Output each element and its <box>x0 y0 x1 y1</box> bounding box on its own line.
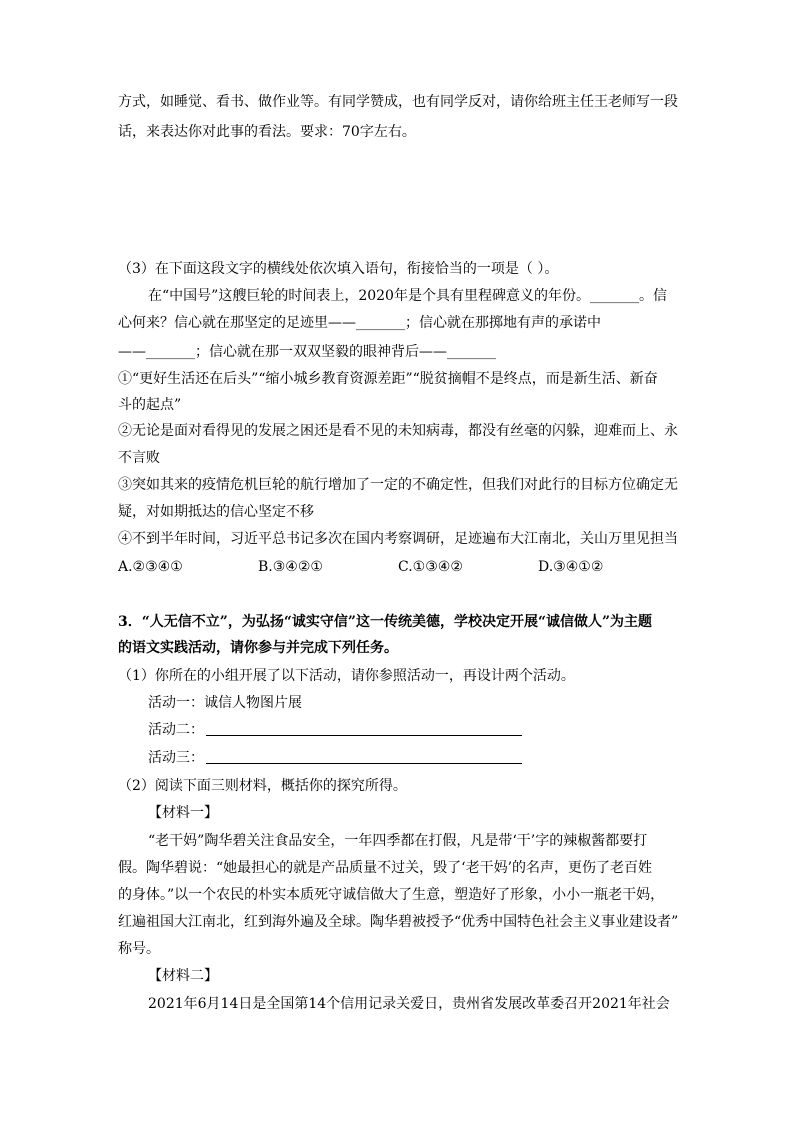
activity-3-blank[interactable] <box>206 749 522 764</box>
option-c: C.①③④② <box>398 559 463 575</box>
sub-question-2: （2）阅读下面三则材料，概括你的探究所得。 <box>118 778 407 794</box>
q3-para-line: ——_______；信心就在那一双双坚毅的眼神背后——_______ <box>118 344 496 360</box>
material-1-line: 红遍祖国大江南北，红到海外遍及全球。陶华碧被授予“优秀中国特色社会主义事业建设者” <box>118 914 679 930</box>
q3-item: ①“更好生活还在后头”“缩小城乡教育资源差距”“脱贫摘帽不是终点，而是新生活、新奋 <box>118 371 658 387</box>
activity-1: 活动一：诚信人物图片展 <box>148 695 302 711</box>
material-2-title: 【材料二】 <box>148 968 218 984</box>
q3-para-line: 在“中国号”这艘巨轮的时间表上，2020年是个具有里程碑意义的年份。_______。信 <box>148 288 667 304</box>
q3-item: 斗的起点” <box>118 397 182 413</box>
material-1-line: “老干妈”陶华碧关注食品安全，一年四季都在打假，凡是带‘干’字的辣椒酱都要打 <box>148 833 648 849</box>
activity-2 <box>148 720 522 740</box>
activity-3-label: 活动三： <box>148 750 204 766</box>
q3-item: ③突如其来的疫情危机巨轮的航行增加了一定的不确定性，但我们对此行的目标方位确定无 <box>118 477 678 493</box>
q3-item: ④不到半年时间，习近平总书记多次在国内考察调研，足迹遍布大江南北，关山万里见担当 <box>118 531 678 547</box>
q3-main-title: 的语文实践活动，请你参与并完成下列任务。 <box>118 640 398 656</box>
q3-para-line: 心何来？信心就在那坚定的足迹里——_______；信心就在那掷地有声的承诺中 <box>118 315 601 331</box>
q3-item: 疑，对如期抵达的信心坚定不移 <box>118 504 314 520</box>
activity-2-blank[interactable] <box>206 721 522 736</box>
q3-item: 不言败 <box>118 450 160 466</box>
q3-main-title: 3．“人无信不立”，为弘扬“诚实守信”这一传统美德，学校决定开展“诚信做人”为主题 <box>118 614 653 630</box>
material-1-line: 称号。 <box>118 941 160 957</box>
sub-question-1: （1）你所在的小组开展了以下活动，请你参照活动一，再设计两个活动。 <box>118 668 575 684</box>
activity-3 <box>148 748 522 768</box>
q3-stem: （3）在下面这段文字的横线处依次填入语句，衔接恰当的一项是（ ）。 <box>118 261 559 277</box>
option-a: A.②③④① <box>118 559 183 575</box>
intro-line-1: 方式，如睡觉、看书、做作业等。有同学赞成，也有同学反对，请你给班主任王老师写一段 <box>118 94 678 110</box>
intro-line-2: 话，来表达你对此事的看法。要求：70字左右。 <box>118 124 416 140</box>
material-2-line: 2021年6月14日是全国第14个信用记录关爱日，贵州省发展改革委召开2021年社会 <box>148 996 670 1012</box>
q3-item: ②无论是面对看得见的发展之困还是看不见的未知病毒，都没有丝毫的闪躲，迎难而上、永 <box>118 423 678 439</box>
option-d: D.③④①② <box>538 559 604 575</box>
material-1-line: 假。陶华碧说：“她最担心的就是产品质量不过关，毁了‘老干妈’的名声，更伤了老百姓 <box>118 860 653 876</box>
material-1-title: 【材料一】 <box>148 805 218 821</box>
material-1-line: 的身体。”以一个农民的朴实本质死守诚信做大了生意，塑造好了形象，小小一瓶老干妈， <box>118 887 665 903</box>
activity-2-label: 活动二： <box>148 722 204 738</box>
option-b: B.③④②① <box>258 559 323 575</box>
